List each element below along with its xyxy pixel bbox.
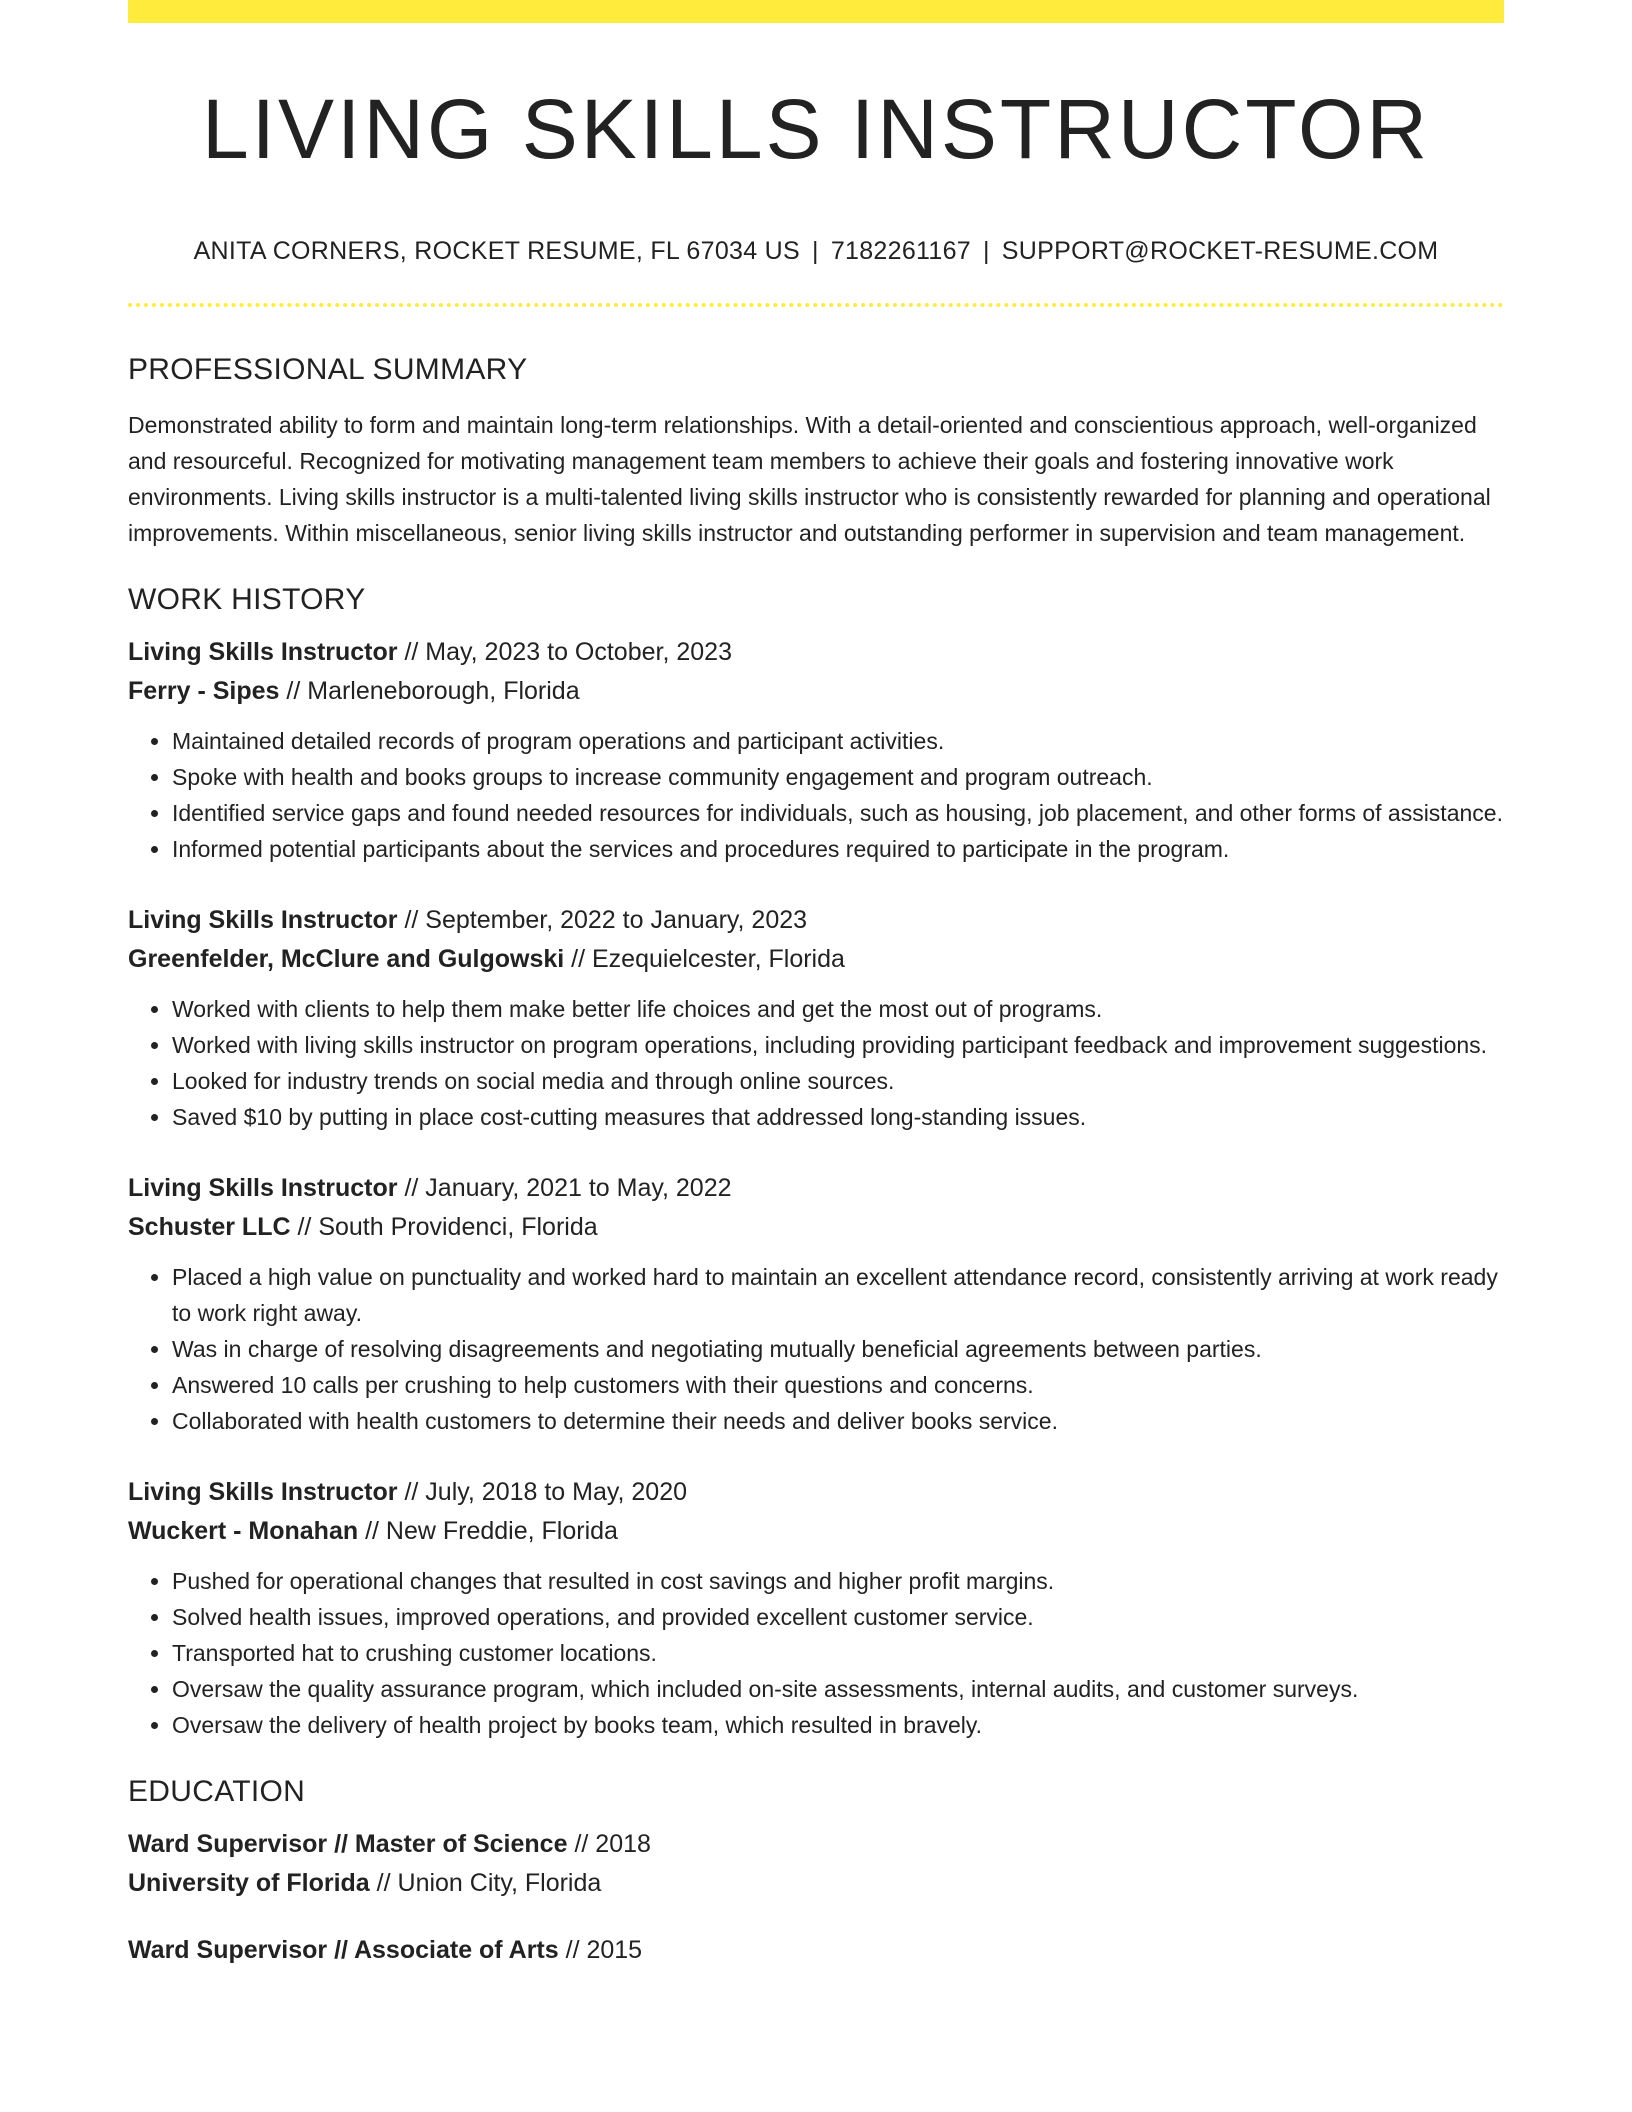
job-title: Living Skills Instructor: [128, 638, 398, 666]
job-company: Schuster LLC: [128, 1213, 291, 1241]
dotted-divider: [128, 303, 1504, 307]
list-item: • Informed potential participants about the services and procedures required to participate in the program.: [172, 831, 1504, 867]
contact-address: ANITA CORNERS, ROCKET RESUME, FL 67034 US: [193, 237, 801, 265]
list-item: • Pushed for operational changes that resulted in cost savings and higher profit margins.: [172, 1563, 1504, 1599]
education-degree-line: [128, 1825, 1504, 1864]
job-entry: [128, 1473, 1504, 1743]
job-location: // South Providenci, Florida: [297, 1213, 598, 1241]
resume-title: LIVING SKILLS INSTRUCTOR: [201, 82, 1431, 176]
education-year: // 2015: [565, 1936, 643, 1964]
education-school: University of Florida: [128, 1869, 370, 1897]
education-heading: EDUCATION: [128, 1775, 306, 1808]
job-company: Greenfelder, McClure and Gulgowski: [128, 945, 565, 973]
job-location: // New Freddie, Florida: [365, 1517, 618, 1545]
list-item: • Oversaw the delivery of health project by books team, which resulted in bravely.: [172, 1707, 1504, 1743]
job-title-line: [128, 901, 1504, 940]
job-entry: [128, 633, 1504, 867]
list-item: • Worked with living skills instructor on program operations, including providing participant feedback and improvement suggestions.: [172, 1027, 1504, 1063]
list-item: • Maintained detailed records of program operations and participant activities.: [172, 723, 1504, 759]
job-dates: // July, 2018 to May, 2020: [404, 1478, 688, 1506]
contact-email[interactable]: SUPPORT@ROCKET-RESUME.COM: [1001, 237, 1439, 265]
job-dates: // May, 2023 to October, 2023: [404, 638, 732, 666]
work-history-heading: WORK HISTORY: [128, 583, 366, 616]
job-title: Living Skills Instructor: [128, 906, 398, 934]
job-title-line: [128, 1473, 1504, 1512]
job-title-line: [128, 1169, 1504, 1208]
summary-text: Demonstrated ability to form and maintain long-term relationships. With a detail-oriented and conscientious approach, well-organized and resourceful. Recognized for motivating management team members to achieve their goals and fostering innovative work environments. Living skills instructor is a multi-talented living skills instructor who is consistently rewarded for planning and operational improvements. Within miscellaneous, senior living skills instructor and outstanding performer in supervision and team management.: [128, 412, 1491, 546]
resume-page: [128, 0, 1504, 1970]
job-dates: // January, 2021 to May, 2022: [404, 1174, 732, 1202]
list-item: • Placed a high value on punctuality and worked hard to maintain an excellent attendance record, consistently arriving at work ready to work right away.: [172, 1259, 1504, 1331]
job-entry: [128, 901, 1504, 1135]
top-accent-bar: [128, 0, 1504, 23]
list-item: • Answered 10 calls per crushing to help customers with their questions and concerns.: [172, 1367, 1504, 1403]
contact-separator: |: [812, 237, 819, 265]
list-item: • Solved health issues, improved operations, and provided excellent customer service.: [172, 1599, 1504, 1635]
summary-heading: PROFESSIONAL SUMMARY: [128, 353, 528, 386]
list-item: • Saved $10 by putting in place cost-cutting measures that addressed long-standing issues.: [172, 1099, 1504, 1135]
job-company-line: [128, 1208, 1504, 1247]
list-item: • Oversaw the quality assurance program, which included on-site assessments, internal audits, and customer surveys.: [172, 1671, 1504, 1707]
list-item: • Transported hat to crushing customer locations.: [172, 1635, 1504, 1671]
contact-line: [128, 239, 1504, 264]
job-company: Ferry - Sipes: [128, 677, 280, 705]
education-degree: Ward Supervisor // Master of Science: [128, 1830, 568, 1858]
job-location: // Ezequielcester, Florida: [571, 945, 845, 973]
list-item: • Was in charge of resolving disagreements and negotiating mutually beneficial agreements between parties.: [172, 1331, 1504, 1367]
job-bullets: [128, 723, 1504, 867]
education-degree: Ward Supervisor // Associate of Arts: [128, 1936, 559, 1964]
job-dates: // September, 2022 to January, 2023: [404, 906, 808, 934]
job-bullets: [128, 1563, 1504, 1743]
education-entry: [128, 1825, 1504, 1903]
job-company: Wuckert - Monahan: [128, 1517, 359, 1545]
education-year: // 2018: [574, 1830, 651, 1858]
job-bullets: [128, 1259, 1504, 1439]
education-entry: [128, 1931, 1504, 1970]
list-item: • Collaborated with health customers to determine their needs and deliver books service.: [172, 1403, 1504, 1439]
job-bullets: [128, 991, 1504, 1135]
education-school-line: [128, 1864, 1504, 1903]
list-item: • Worked with clients to help them make better life choices and get the most out of programs.: [172, 991, 1504, 1027]
job-location: // Marleneborough, Florida: [286, 677, 580, 705]
job-title: Living Skills Instructor: [128, 1174, 398, 1202]
contact-phone[interactable]: 7182261167: [830, 237, 971, 265]
list-item: • Looked for industry trends on social media and through online sources.: [172, 1063, 1504, 1099]
job-entry: [128, 1169, 1504, 1439]
job-company-line: [128, 940, 1504, 979]
job-title: Living Skills Instructor: [128, 1478, 398, 1506]
education-degree-line: [128, 1931, 1504, 1970]
job-title-line: [128, 633, 1504, 672]
list-item: • Spoke with health and books groups to increase community engagement and program outreach.: [172, 759, 1504, 795]
contact-separator: |: [983, 237, 990, 265]
list-item: • Identified service gaps and found needed resources for individuals, such as housing, job placement, and other forms of assistance.: [172, 795, 1504, 831]
education-location: // Union City, Florida: [376, 1869, 602, 1897]
job-company-line: [128, 672, 1504, 711]
job-company-line: [128, 1512, 1504, 1551]
